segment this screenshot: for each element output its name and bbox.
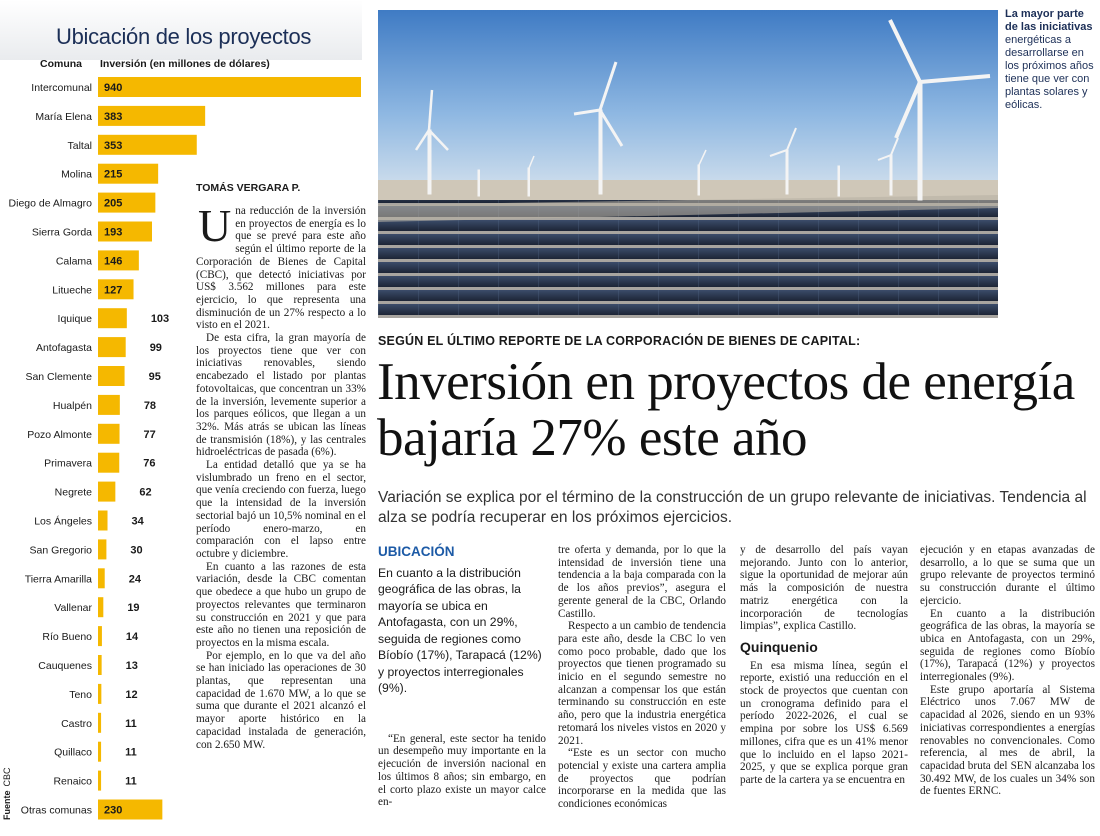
- category-label: Calama: [55, 255, 92, 268]
- category-label: Antofagasta: [35, 342, 92, 355]
- bar: [98, 684, 101, 704]
- article-column-2: [378, 544, 546, 809]
- bar: [98, 77, 361, 97]
- paragraph: “Este es un sector con mucho potencial y existe una cartera amplia de proyectos que podrían incorporarse en la medida que las condiciones económicas: [558, 747, 726, 811]
- value-label: 77: [143, 428, 156, 441]
- bar: [98, 655, 102, 675]
- value-label: 34: [131, 515, 144, 528]
- bar: [98, 626, 102, 646]
- category-label: María Elena: [35, 110, 92, 123]
- category-label: Teno: [69, 688, 92, 701]
- chart-title: Ubicación de los proyectos: [56, 24, 312, 49]
- category-label: Cauquenes: [38, 660, 92, 672]
- value-label: 205: [104, 197, 123, 210]
- article-column-4: [740, 544, 908, 787]
- bar: [98, 539, 106, 559]
- paragraph: Por ejemplo, en lo que va del año se han iniciado las operaciones de 30 plantas, que representan una capacidad de 1.670 MW, a lo que se suma que durante el 2021 alcanzó el mayor aporte histórico en la capacidad instalada de generación, con 2.650 MW.: [196, 649, 366, 751]
- byline: TOMÁS VERGARA P.: [196, 182, 301, 194]
- value-label: 76: [143, 457, 156, 470]
- category-label: San Gregorio: [29, 544, 92, 557]
- lead-paragraph: [196, 200, 366, 332]
- category-label: Renaico: [53, 775, 92, 788]
- category-label: Vallenar: [54, 602, 92, 615]
- value-label: 12: [125, 688, 138, 701]
- value-label: 99: [149, 342, 162, 355]
- caption-text: energéticas a desarrollarse en los próximos años tiene que ver con plantas solares y eólicas.: [1005, 34, 1094, 111]
- value-label: 30: [130, 544, 143, 557]
- paragraph: La entidad detalló que ya se ha vislumbrado un freno en el sector, que venía creciendo con fuerza, luego que la intensidad de la inversión sectorial bajó un 10,5% nominal en el período enero-marzo, en comparación con el lapso entre octubre y diciembre.: [196, 459, 366, 560]
- category-label: Río Bueno: [42, 631, 92, 644]
- subheadline: Variación se explica por el término de la construcción de un grupo relevante de iniciativas. Tendencia al alza se podría recuperar en los próximos ejercicios.: [378, 489, 1087, 526]
- box-text: En cuanto a la distribución geográfica de las obras, la mayoría se ubica en Antofagasta, con un 29%, seguida de regiones como Bíobío (17%), Tarapacá (12%) y proyectos interregionales (9%).: [378, 565, 542, 696]
- paragraph: De esta cifra, la gran mayoría de los proyectos tiene que ver con iniciativas renovables, siendo encabezado el listado por plantas fotovoltaicas, que concentran un 33% de la inversión, levemente superior a los parques eólicos, que llegan a un 32%. Más atrás se ubican las líneas de transmisión (18%), y las centrales hidroeléctricas de pasada (6%).: [196, 332, 366, 459]
- category-label: Tierra Amarilla: [24, 573, 92, 586]
- bar: [98, 597, 103, 617]
- value-label: 103: [150, 313, 170, 326]
- caption-bold: La mayor parte de las iniciativas: [1005, 8, 1093, 33]
- value-label: 13: [125, 660, 138, 672]
- paragraph: “En general, este sector ha tenido un desempeño muy importante en la ejecución de inversión nacional en los últimos 8 años; sin embargo, en el corto plazo existe un mayor calce en-: [378, 732, 546, 809]
- bar: [98, 453, 119, 473]
- article-column-3: [558, 544, 726, 811]
- bar: [98, 482, 115, 502]
- category-label: Molina: [61, 168, 92, 181]
- paragraph: En esa misma línea, según el reporte, existió una reducción en el stock de proyectos que cuentan con un cronograma definido para el período 2022-2026, el cual se empina por sobre los US$ 6.569 millones, cifra que es un 41% menor que lo incluido en el lapso 2021-2025, y que se explica porque gran parte de la cartera ya se encuentra en: [740, 659, 908, 786]
- value-label: 193: [104, 226, 123, 239]
- value-label: 24: [128, 573, 141, 586]
- bar: [98, 424, 120, 444]
- category-label: Hualpén: [52, 399, 92, 412]
- box-title: UBICACIÓN: [378, 544, 455, 559]
- paragraph: tre oferta y demanda, por lo que la intensidad de inversión tiene una tendencia a la baja comparada con la de los años previos”, asegura el gerente general de la CBC, Orlando Castillo.: [558, 544, 726, 620]
- bar: [98, 366, 125, 386]
- category-label: Los Ángeles: [34, 515, 92, 528]
- category-label: Negrete: [54, 486, 92, 499]
- lead-text: na reducción de la inversión en proyectos de energía es lo que se prevé para este año según el último reporte de la Corporación de Bienes de Capital (CBC), que detectó iniciativas por US$ 3.562 millones para este ejercicio, lo que representa una disminución de un 27% respecto a lo visto en el 2021.: [196, 205, 366, 332]
- paragraph: En cuanto a la distribución geográfica de las obras, la mayoría se ubica en Antofagasta, con un 29%, seguida de regiones como Bíobío (17%), Tarapacá (12%) y proyectos interregionales (9%).: [920, 607, 1095, 684]
- article-column-5: [920, 544, 1095, 798]
- paragraph: y de desarrollo del país vayan mejorando. Junto con lo anterior, sigue la oportunidad de mejorar aún más la composición de nuestra matriz energética con la incorporación de tecnologías limpias”, explica Castillo.: [740, 544, 908, 633]
- photo-caption: [1005, 8, 1097, 112]
- bar: [98, 395, 120, 415]
- value-label: 78: [143, 399, 157, 412]
- value-label: 353: [104, 139, 123, 152]
- bar: [98, 337, 126, 357]
- bar: [98, 771, 101, 791]
- source-value: CBC: [2, 767, 12, 787]
- bar: [98, 308, 127, 328]
- wind-solar-photo: [378, 10, 998, 318]
- category-label: Quillaco: [54, 746, 92, 759]
- headline: Inversión en proyectos de energía bajaría 27% este año: [377, 353, 1075, 467]
- kicker: SEGÚN EL ÚLTIMO REPORTE DE LA CORPORACIÓN DE BIENES DE CAPITAL:: [378, 334, 861, 348]
- value-label: 146: [104, 255, 123, 268]
- value-label: 215: [104, 168, 123, 181]
- category-label: Litueche: [52, 284, 92, 297]
- value-label: 11: [125, 746, 137, 759]
- category-label: Intercomunal: [31, 82, 92, 94]
- chart-value-header: Inversión (en millones de dólares): [100, 58, 270, 70]
- bar: [98, 713, 101, 733]
- paragraph: En cuanto a las razones de esta variación, desde la CBC comentan que obedece a que hubo un grupo de proyectos relevantes que terminaron su construcción en 2021 y que para este año no tienen una reposición de proyectos en la misma escala.: [196, 560, 366, 649]
- bar: [98, 742, 101, 762]
- value-label: 95: [148, 371, 161, 383]
- category-label: Diego de Almagro: [8, 197, 92, 210]
- source-label: Fuente: [2, 790, 12, 820]
- paragraph: Respecto a un cambio de tendencia para este año, desde la CBC lo ven como poco probable, dado que los proyectos que tienen programado su inicio en el segundo semestre no alcanzan a compensar los que están terminando su construcción en este año, pero que la industria energética retomará los niveles vistos en 2020 y 2021.: [558, 620, 726, 747]
- paragraph: Este grupo aportaría al Sistema Eléctrico unos 7.067 MW de capacidad al 2026, siendo en un 93% iniciativas correspondientes a energías renovables no convencionales. Como referencia, al mes de abril, la capacidad bruta del SEN alcanzaba los 30.492 MW, de los cuales un 34% son de fuentes ERNC.: [920, 683, 1095, 798]
- bar: [98, 511, 108, 531]
- value-label: 14: [125, 631, 139, 644]
- bar: [98, 568, 105, 588]
- chart-category-header: Comuna: [40, 58, 82, 70]
- category-label: Primavera: [44, 457, 92, 470]
- category-label: San Clemente: [25, 371, 92, 383]
- value-label: 383: [104, 110, 123, 123]
- section-subtitle: Quinquenio: [740, 638, 818, 655]
- value-label: 62: [139, 486, 152, 499]
- article-column-1: [196, 200, 366, 751]
- value-label: 940: [104, 82, 123, 94]
- drop-cap: U: [198, 200, 232, 251]
- paragraph: ejecución y en etapas avanzadas de desarrollo, a lo que se suma que un grupo relevante de proyectos terminó su construcción durante el último ejercicio.: [920, 544, 1095, 607]
- category-label: Sierra Gorda: [31, 226, 92, 239]
- category-label: Pozo Almonte: [27, 428, 92, 441]
- category-label: Castro: [61, 717, 92, 730]
- category-label: Iquique: [57, 313, 92, 326]
- value-label: 11: [125, 775, 137, 788]
- category-label: Taltal: [67, 139, 92, 152]
- value-label: 11: [125, 717, 137, 730]
- value-label: 230: [104, 804, 123, 817]
- value-label: 127: [104, 284, 123, 297]
- value-label: 19: [127, 602, 140, 615]
- category-label: Otras comunas: [20, 804, 92, 817]
- chart-source: [2, 767, 12, 820]
